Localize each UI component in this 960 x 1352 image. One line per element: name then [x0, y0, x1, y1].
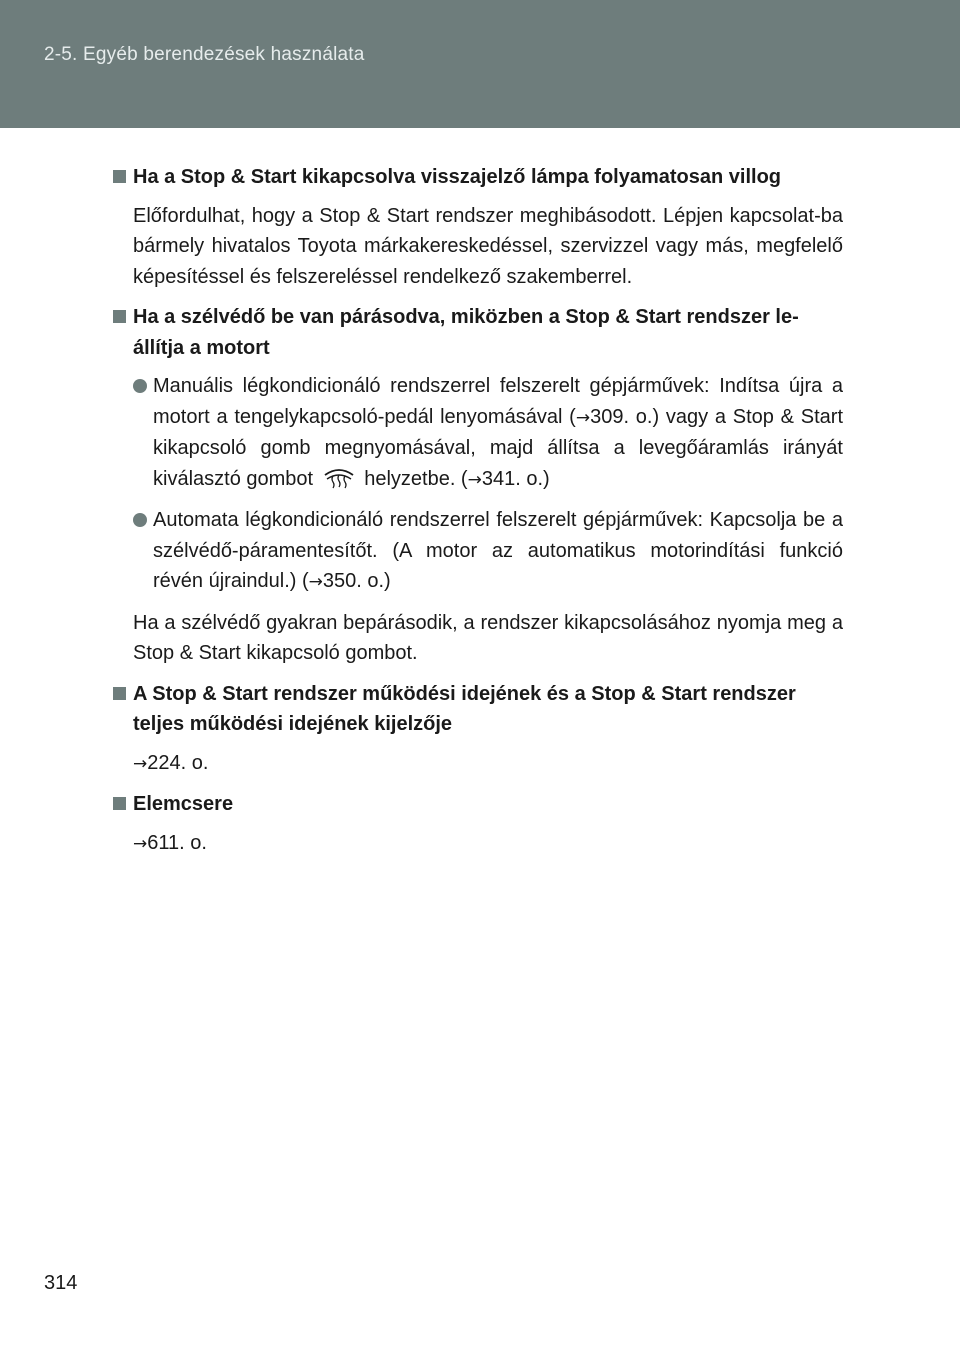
section-heading-2: [113, 302, 843, 363]
bullet-text: ): [384, 570, 391, 592]
paragraph: Ha a szélvédő gyakran bepárásodik, a rendszer kikapcsolásához nyomja meg a Stop & Start kikapcsoló gombot.: [133, 611, 843, 664]
square-bullet-icon: [113, 797, 126, 810]
round-bullet-icon: [133, 513, 147, 527]
section-heading-1: [113, 162, 843, 193]
list-item: [113, 505, 843, 598]
arrow-icon: →: [575, 407, 591, 428]
section-title: 2-5. Egyéb berendezések használata: [44, 44, 365, 65]
cross-reference: [113, 748, 843, 780]
arrow-icon: →: [133, 833, 148, 854]
page-ref-link[interactable]: 224. o.: [147, 751, 209, 774]
page-ref-link[interactable]: 309. o.: [590, 405, 653, 428]
page-number: 314: [44, 1272, 78, 1294]
square-bullet-icon: [113, 170, 126, 183]
arrow-icon: →: [133, 753, 148, 774]
paragraph: Előfordulhat, hogy a Stop & Start rendszer meghibásodott. Lépjen kapcsolat-ba bármely hivatalos Toyota márkakereskedéssel, szervizzel vagy más, megfelelő képesítéssel és felszereléssel rendelkező szakemberrel.: [133, 204, 843, 288]
bullet-text: ): [543, 467, 550, 490]
heading-text: Ha a Stop & Start kikapcsolva visszajelző lámpa folyamatosan villog: [133, 166, 782, 188]
bullet-text: Automata légkondicionáló rendszerrel felszerelt gépjárművek: Kapcsolja be a szélvédő-páramentesítőt. (A motor az automatikus motorindítási funkció révén újraindul.) (: [153, 509, 843, 592]
square-bullet-icon: [113, 687, 126, 700]
cross-reference: [113, 828, 843, 860]
round-bullet-icon: [133, 379, 147, 393]
heading-text: A Stop & Start rendszer működési idejének és a Stop & Start rendszer teljes működési idejének kijelzője: [133, 682, 796, 735]
square-bullet-icon: [113, 310, 126, 323]
page-ref-link[interactable]: 350. o.: [322, 570, 385, 592]
bullet-text: helyzetbe. (: [364, 467, 468, 490]
page-ref-link[interactable]: 341. o.: [481, 467, 544, 490]
header-band: [0, 0, 960, 128]
heading-text: Elemcsere: [133, 793, 234, 815]
arrow-icon: →: [308, 572, 323, 592]
bullet-text: Manuális légkondicionáló rendszerrel felszerelt gépjárművek: Indítsa újra a motort a tengelykapcsoló-pedál lenyomásával (: [153, 375, 843, 428]
section-heading-3: [113, 679, 843, 740]
heading-text: Ha a szélvédő be van párásodva, miközben a Stop & Start rendszer le-állítja a motort: [133, 306, 799, 359]
bullet-text: ) vagy a Stop & Start kikapcsoló gomb megnyomásával, majd állítsa a levegőáramlás irányát kiválasztó gombot: [153, 405, 844, 490]
list-item: [113, 371, 843, 495]
page-content: [113, 162, 843, 869]
page-ref-link[interactable]: 611. o.: [147, 831, 207, 854]
windshield-defroster-icon: [323, 467, 355, 489]
arrow-icon: →: [467, 469, 482, 490]
section-heading-4: [113, 789, 843, 820]
